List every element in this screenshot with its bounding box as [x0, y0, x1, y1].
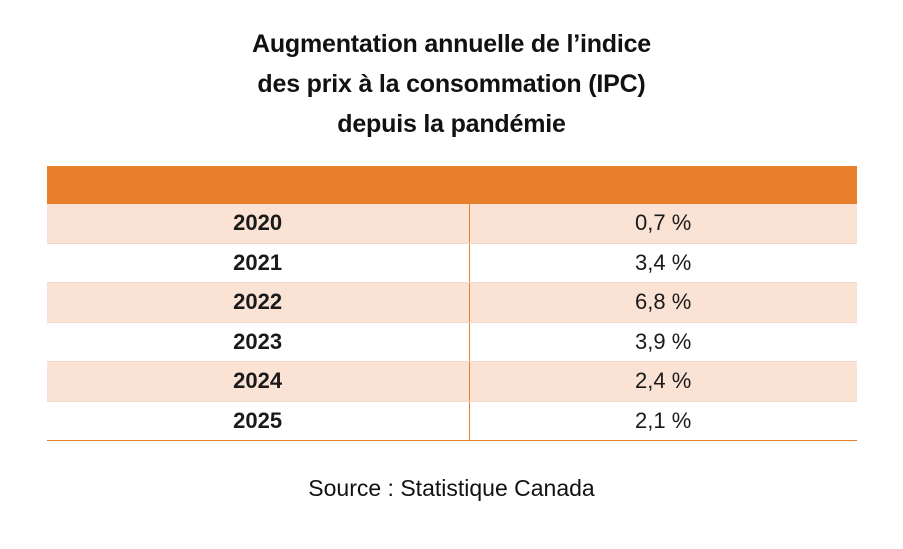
table-body: [47, 204, 857, 441]
header-cell-year: [47, 166, 470, 204]
cpi-table: [47, 166, 857, 441]
header-cell-value: [469, 166, 856, 204]
cell-value: 0,7 %: [469, 204, 856, 243]
cpi-table-container: [47, 166, 857, 441]
cell-value: 2,1 %: [469, 401, 856, 441]
table-row: [47, 283, 857, 323]
table-header-row: [47, 166, 857, 204]
cell-year: 2021: [47, 243, 470, 283]
table-header: [47, 166, 857, 204]
cell-value: 3,9 %: [469, 322, 856, 362]
title-line-1: Augmentation annuelle de l’indice: [251, 30, 651, 58]
page-title: [0, 0, 903, 144]
cell-year: 2024: [47, 362, 470, 402]
table-row: [47, 362, 857, 402]
cell-value: 2,4 %: [469, 362, 856, 402]
cell-year: 2025: [47, 401, 470, 441]
cell-value: 6,8 %: [469, 283, 856, 323]
table-row: [47, 243, 857, 283]
source-note: Source : Statistique Canada: [308, 475, 595, 501]
cell-year: 2020: [47, 204, 470, 243]
table-row: [47, 204, 857, 243]
cell-year: 2023: [47, 322, 470, 362]
title-line-2: des prix à la consommation (IPC): [257, 70, 646, 98]
cell-year: 2022: [47, 283, 470, 323]
cell-value: 3,4 %: [469, 243, 856, 283]
title-line-3: depuis la pandémie: [337, 110, 566, 138]
table-row: [47, 322, 857, 362]
table-row: [47, 401, 857, 441]
